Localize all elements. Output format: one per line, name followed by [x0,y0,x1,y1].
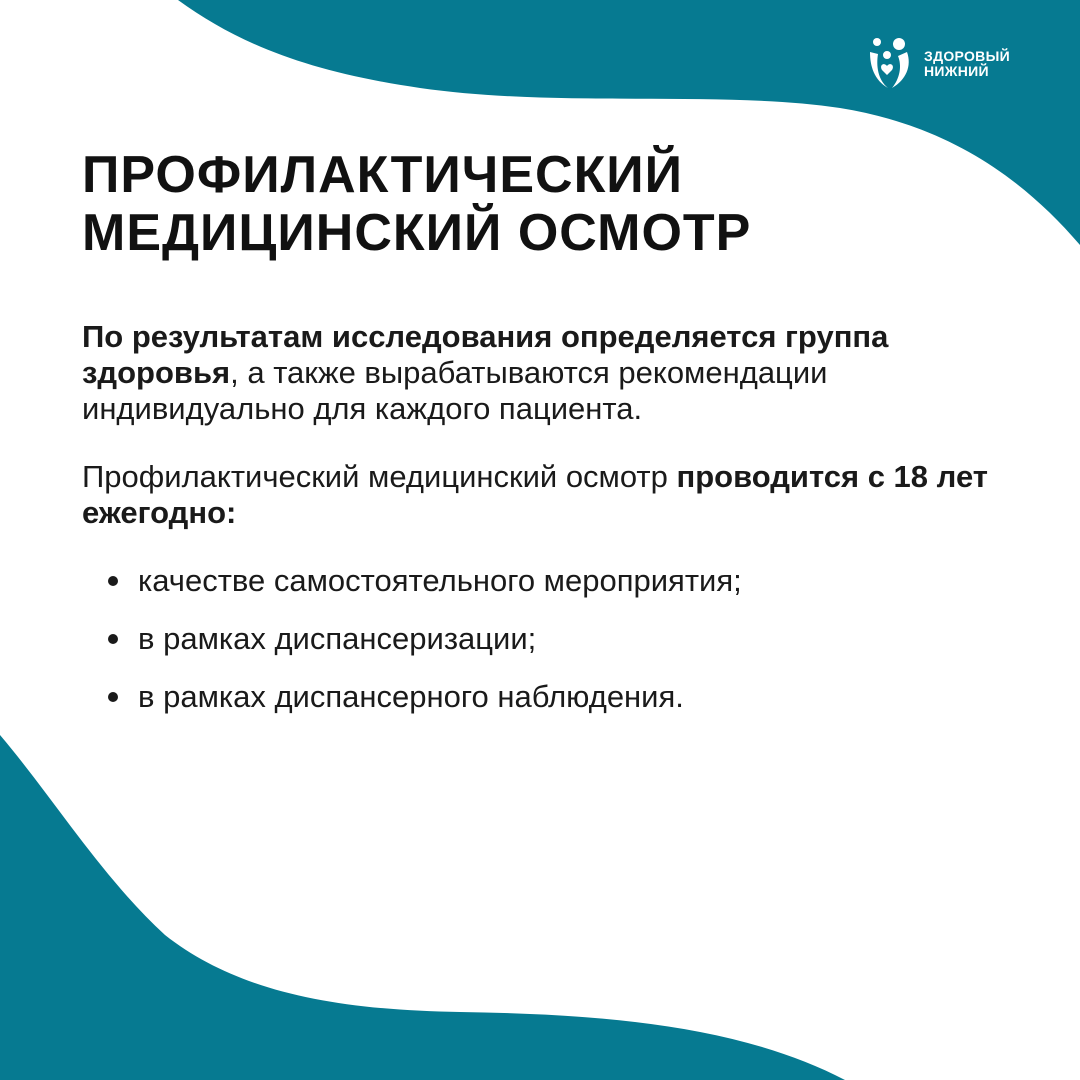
list-item [82,563,742,599]
title-line-1: ПРОФИЛАКТИЧЕСКИЙ [82,146,684,204]
logo-line-2: НИЖНИЙ [924,63,989,79]
results-paragraph [82,319,1042,427]
bullet-icon [108,634,118,644]
logo-wordmark [924,49,1010,79]
bullet-icon [108,576,118,586]
bullet-icon [108,692,118,702]
results-regular-text: , а также вырабатываются рекомендации индивидуально для каждого пациента. [82,355,828,426]
results-bold-text: По результатам исследования определяется группа здоровья [82,319,889,390]
list-item-text: в рамках диспансеризации; [138,621,537,656]
brand-logo [866,36,1010,92]
schedule-regular-text: Профилактический медицинский осмотр [82,459,677,494]
list-item-text: в рамках диспансерного наблюдения. [138,679,684,714]
list-item [82,621,742,657]
schedule-bold-text: проводится с 18 лет ежегодно: [82,459,988,530]
formats-list [82,563,742,737]
page-title [82,146,751,262]
list-item-text: качестве самостоятельного мероприятия; [138,563,742,598]
family-heart-logo-icon [866,36,916,92]
title-line-2: МЕДИЦИНСКИЙ ОСМОТР [82,204,752,262]
schedule-paragraph [82,459,1042,531]
list-item [82,679,742,715]
bottom-left-wave [0,735,845,1080]
logo-line-1: ЗДОРОВЫЙ [924,48,1010,64]
